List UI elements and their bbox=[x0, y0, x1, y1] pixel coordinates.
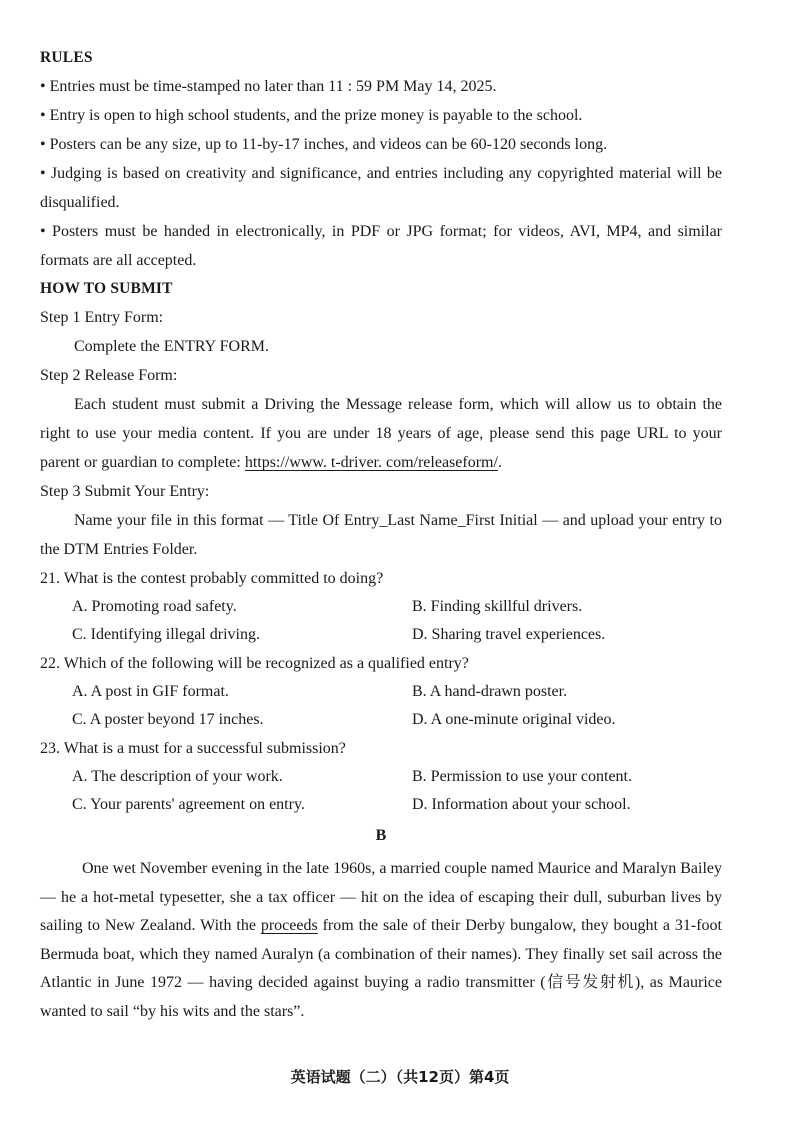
rule-item: • Posters must be handed in electronically, in PDF or JPG format; for videos, AVI, MP4, and similar formats are all accepted. bbox=[40, 223, 722, 269]
step2-title: Step 2 Release Form: bbox=[40, 367, 178, 384]
question-23 bbox=[40, 734, 722, 819]
exam-page bbox=[40, 44, 722, 1026]
question-22 bbox=[40, 649, 722, 734]
step2-text: Each student must submit a Driving the Message release form, which will allow us to obtain the right to use your media content. If you are under 18 years of age, please send this page URL to your parent or guardian to complete: bbox=[40, 396, 722, 471]
question-21 bbox=[40, 564, 722, 649]
question-options bbox=[40, 593, 722, 649]
option-c: C. A poster beyond 17 inches. bbox=[72, 711, 264, 728]
question-options bbox=[40, 763, 722, 819]
passage-paragraph bbox=[40, 855, 722, 1026]
step3-title: Step 3 Submit Your Entry: bbox=[40, 483, 210, 500]
rules-heading: RULES bbox=[40, 49, 93, 66]
how-to-submit-heading: HOW TO SUBMIT bbox=[40, 280, 173, 297]
question-options bbox=[40, 678, 722, 734]
option-b: B. Permission to use your content. bbox=[412, 768, 632, 785]
step1-title: Step 1 Entry Form: bbox=[40, 309, 164, 326]
step3-body: Name your file in this format — Title Of Entry_Last Name_First Initial — and upload your entry to the DTM Entries Folder. bbox=[40, 512, 722, 558]
option-a: A. The description of your work. bbox=[72, 768, 283, 785]
underlined-word: proceeds bbox=[260, 917, 318, 934]
option-a: A. Promoting road safety. bbox=[72, 598, 237, 615]
question-stem: 21. What is the contest probably committed to doing? bbox=[40, 570, 384, 587]
step2-end: . bbox=[497, 454, 502, 471]
section-b-letter: B bbox=[375, 827, 387, 844]
question-stem: 22. Which of the following will be recognized as a qualified entry? bbox=[40, 655, 469, 672]
option-b: B. Finding skillful drivers. bbox=[412, 598, 583, 615]
option-c: C. Your parents' agreement on entry. bbox=[72, 796, 305, 813]
step1-body: Complete the ENTRY FORM. bbox=[74, 338, 269, 355]
option-d: D. A one-minute original video. bbox=[412, 711, 616, 728]
rules-list bbox=[40, 72, 722, 275]
option-b: B. A hand-drawn poster. bbox=[412, 683, 568, 700]
rule-item: • Judging is based on creativity and significance, and entries including any copyrighted material will be disqualified. bbox=[40, 165, 722, 211]
option-a: A. A post in GIF format. bbox=[72, 683, 229, 700]
section-b-passage bbox=[40, 855, 722, 1026]
rule-item: • Entries must be time-stamped no later than 11 : 59 PM May 14, 2025. bbox=[40, 78, 497, 95]
rule-item: • Entry is open to high school students, and the prize money is payable to the school. bbox=[40, 107, 583, 124]
release-form-link[interactable]: https://www. t-driver. com/releaseform/ bbox=[244, 454, 498, 471]
passage-end: from the sale of their Derby bungalow, they bought a 31-foot Bermuda boat, which they named Auralyn (a combination of their names). They finally set sail across the Atlantic in June 1972 — having decided against buying a radio transmitter (信号发射机), as Maurice wanted to sail “by his wits and the stars”. bbox=[40, 917, 722, 1020]
page-footer: 英语试题（二）（共12页）第4页 bbox=[290, 1068, 510, 1086]
option-d: D. Sharing travel experiences. bbox=[412, 626, 606, 643]
question-stem: 23. What is a must for a successful submission? bbox=[40, 740, 346, 757]
rule-item: • Posters can be any size, up to 11-by-17 inches, and videos can be 60-120 seconds long. bbox=[40, 136, 608, 153]
option-c: C. Identifying illegal driving. bbox=[72, 626, 260, 643]
step2-body bbox=[40, 390, 722, 477]
passage-start: One wet November evening in the late 1960s, a married couple named Maurice and Maralyn Bailey — he a hot-metal typesetter, she a tax officer — hit on the idea of escaping their dull, suburban lives by sailing to New Zealand. With the bbox=[40, 860, 722, 934]
option-d: D. Information about your school. bbox=[412, 796, 631, 813]
